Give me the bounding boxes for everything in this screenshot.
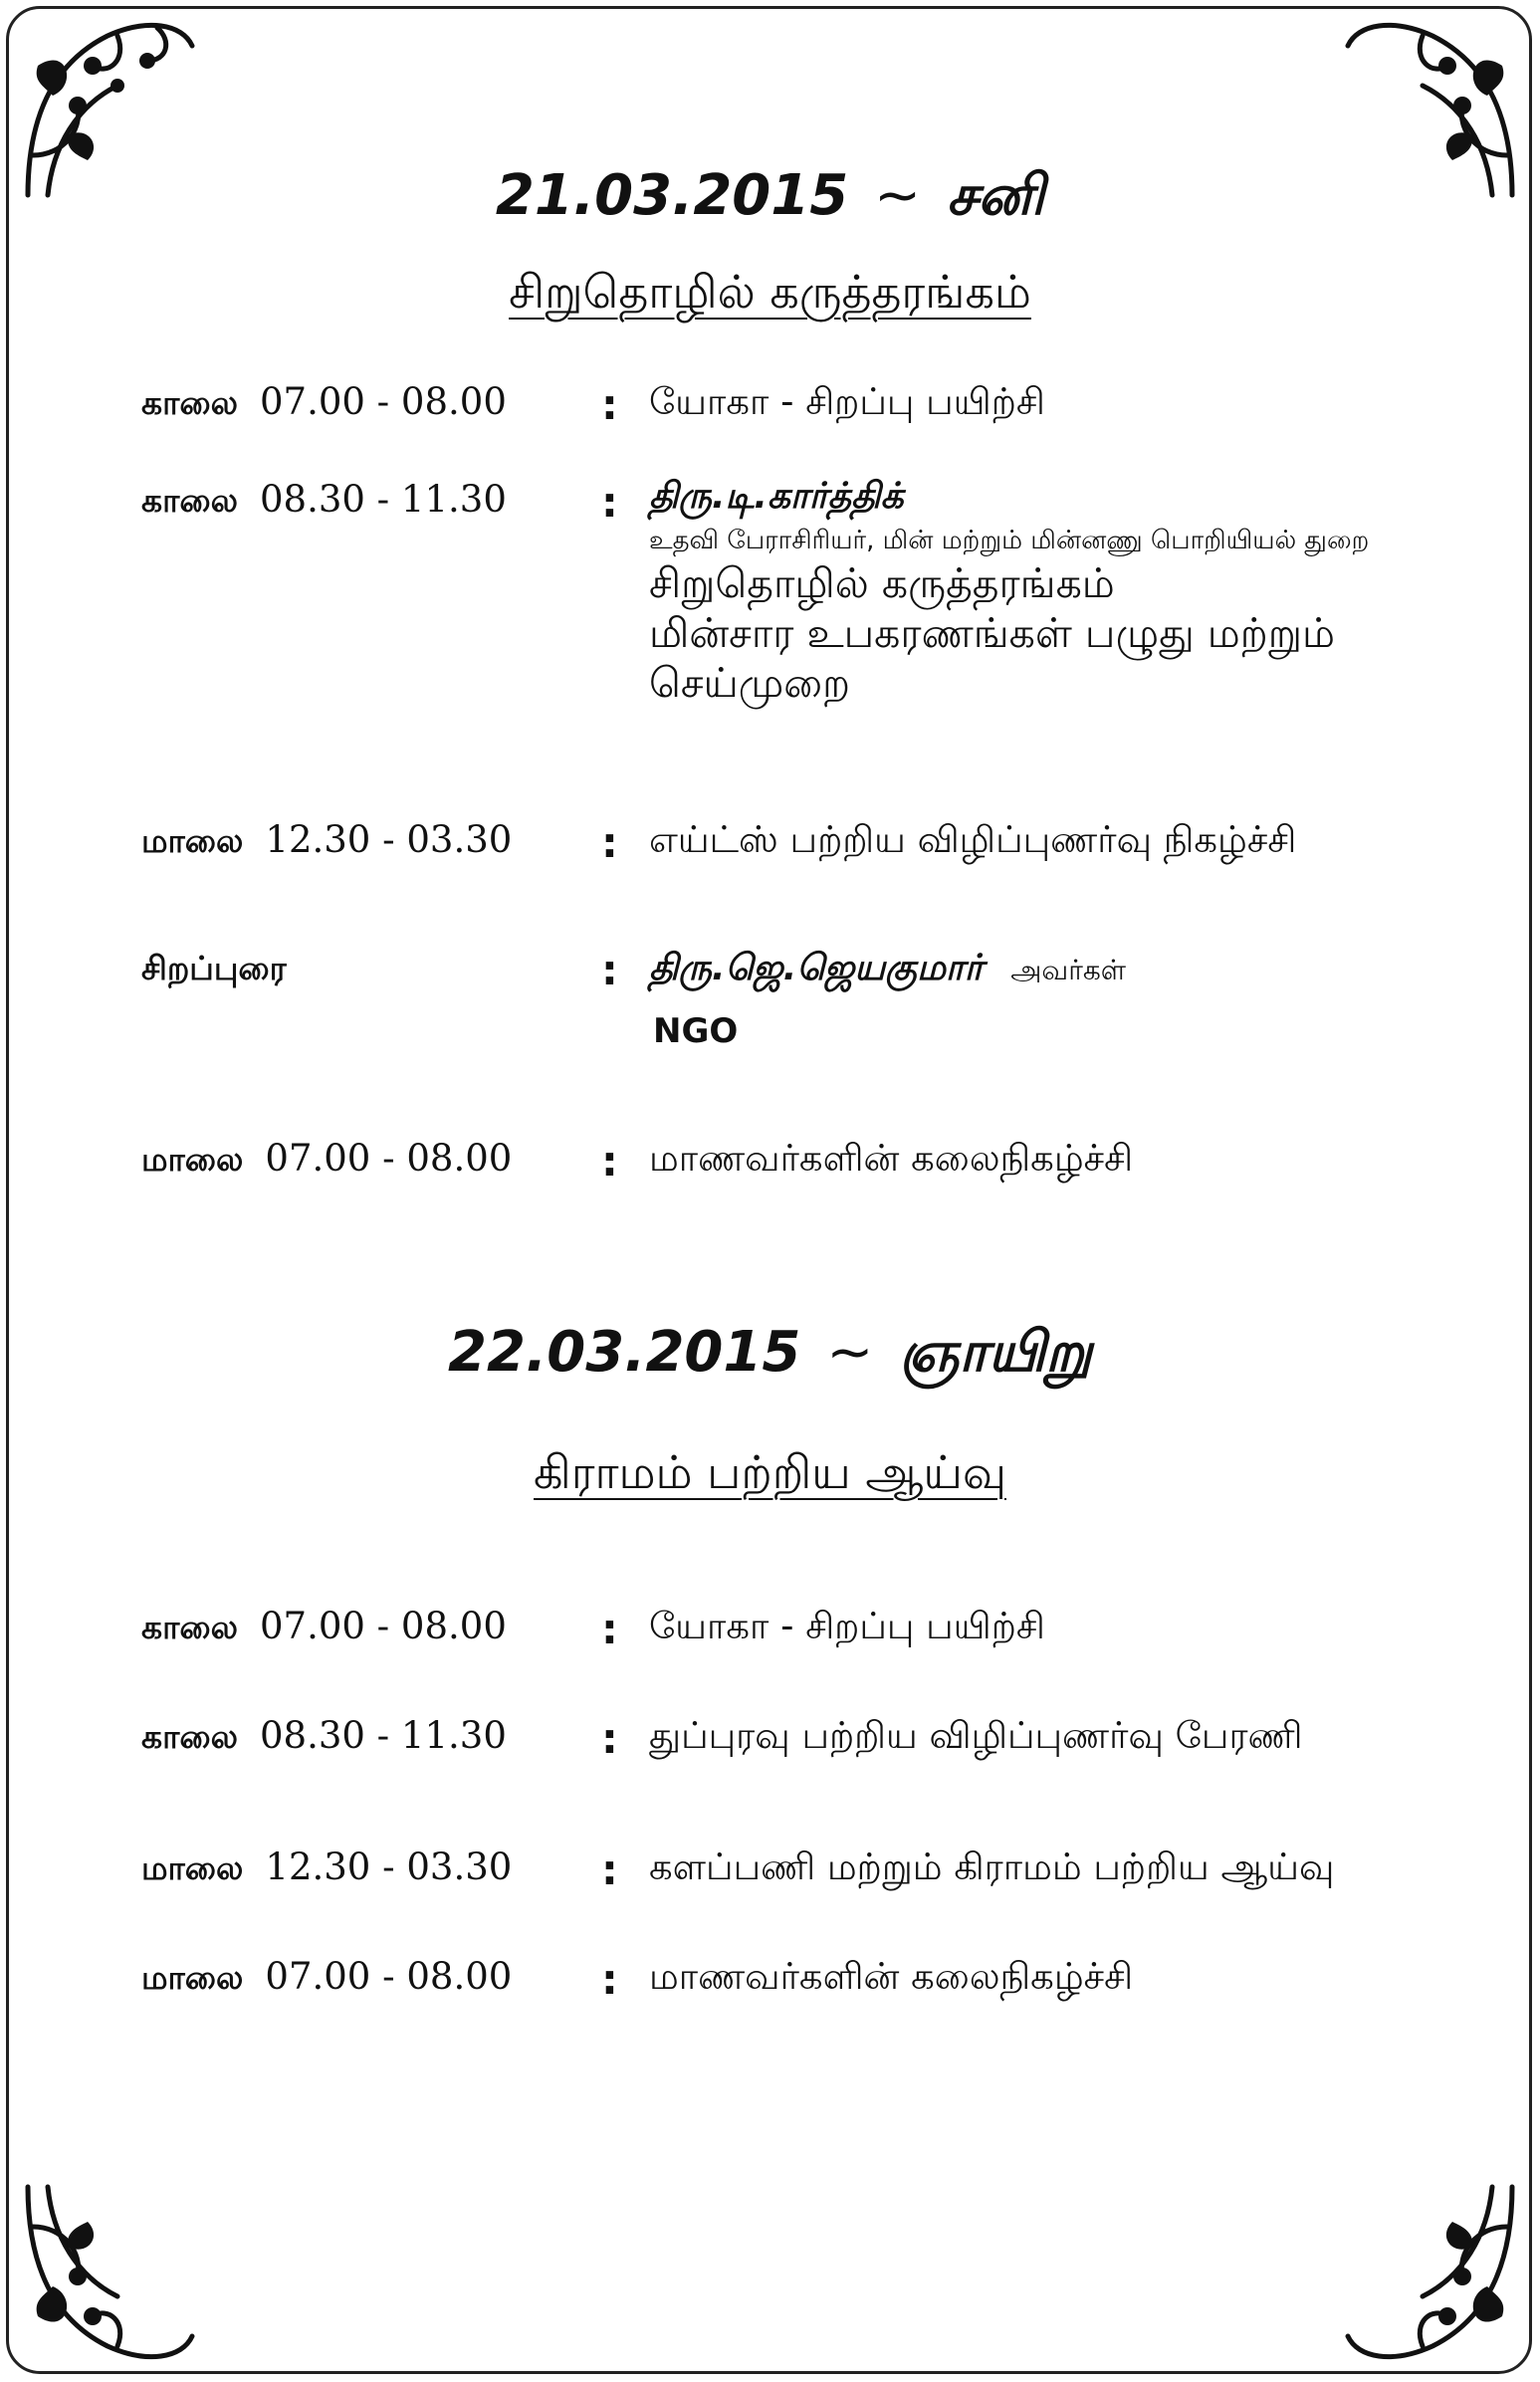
- event-desc: களப்பணி மற்றும் கிராமம் பற்றிய ஆய்வு: [649, 1845, 1335, 1888]
- speaker-org: NGO: [653, 1011, 739, 1051]
- speaker-name: திரு.ஜெ.ஜெயகுமார்: [649, 948, 984, 988]
- event-desc-block: [649, 946, 1126, 1051]
- separator: :: [601, 1605, 618, 1653]
- separator: :: [601, 478, 618, 527]
- period-label: காலை: [141, 383, 238, 422]
- day1-date: 21.03.2015: [495, 163, 849, 228]
- speaker-name: திரு.டி.கார்த்திக்: [649, 476, 904, 517]
- time-range: 07.00 - 08.00: [259, 1605, 507, 1647]
- time-range: 12.30 - 03.30: [265, 1845, 513, 1888]
- event-desc: யோகா - சிறப்பு பயிற்சி: [649, 380, 1045, 423]
- day1-section-title: சிறுதொழில் கருத்தரங்கம்: [509, 265, 1031, 319]
- separator: :: [601, 1955, 618, 2004]
- separator: :: [601, 380, 618, 429]
- period-label: காலை: [141, 1608, 238, 1646]
- day2-tilde: ~: [826, 1320, 874, 1385]
- period-label: காலை: [141, 1717, 238, 1756]
- period-label: மாலை: [141, 1958, 244, 1997]
- speaker-role: உதவி பேராசிரியர், மின் மற்றும் மின்னணு பொறியியல் துறை: [649, 526, 1370, 555]
- period-label: மாலை: [141, 1848, 244, 1887]
- event-line: சிறுதொழில் கருத்தரங்கம்: [649, 559, 1115, 607]
- day2-section-title: கிராமம் பற்றிய ஆய்வு: [534, 1445, 1006, 1499]
- day1-date-heading: [0, 163, 1540, 235]
- day1-tilde: ~: [874, 163, 922, 228]
- separator: :: [601, 818, 618, 867]
- period-label: மாலை: [141, 821, 244, 860]
- event-desc: மாணவர்களின் கலைநிகழ்ச்சி: [649, 1955, 1134, 1998]
- event-desc: யோகா - சிறப்பு பயிற்சி: [649, 1605, 1045, 1647]
- time-range: 08.30 - 11.30: [259, 478, 507, 521]
- period-label: சிறப்புரை: [141, 949, 287, 987]
- period-label: காலை: [141, 481, 238, 520]
- event-desc: மாணவர்களின் கலைநிகழ்ச்சி: [649, 1137, 1134, 1180]
- day2-weekday: ஞாயிறு: [899, 1320, 1092, 1385]
- corner-ornament-bottom-left: [8, 2177, 207, 2376]
- corner-ornament-bottom-right: [1333, 2177, 1532, 2376]
- time-range: 07.00 - 08.00: [265, 1137, 513, 1180]
- day2-date: 22.03.2015: [448, 1320, 801, 1385]
- event-desc: துப்புரவு பற்றிய விழிப்புணர்வு பேரணி: [649, 1714, 1303, 1757]
- period-label: மாலை: [141, 1140, 244, 1179]
- time-range: 12.30 - 03.30: [265, 818, 513, 861]
- separator: :: [601, 1137, 618, 1186]
- event-desc: எய்ட்ஸ் பற்றிய விழிப்புணர்வு நிகழ்ச்சி: [649, 818, 1297, 861]
- page-border: [6, 6, 1532, 2374]
- event-desc-block: [649, 476, 1369, 708]
- time-range: 07.00 - 08.00: [265, 1955, 513, 1998]
- event-line: மின்சார உபகரணங்கள் பழுது மற்றும்: [649, 609, 1335, 657]
- speaker-honorific: அவர்கள்: [1010, 954, 1127, 986]
- separator: :: [601, 1714, 618, 1763]
- day2-date-heading: [0, 1320, 1540, 1392]
- time-range: 07.00 - 08.00: [259, 380, 507, 423]
- time-range: 08.30 - 11.30: [259, 1714, 507, 1757]
- event-line: செய்முறை: [649, 659, 850, 707]
- day1-weekday: சனி: [947, 163, 1045, 228]
- separator: :: [601, 946, 618, 994]
- separator: :: [601, 1845, 618, 1894]
